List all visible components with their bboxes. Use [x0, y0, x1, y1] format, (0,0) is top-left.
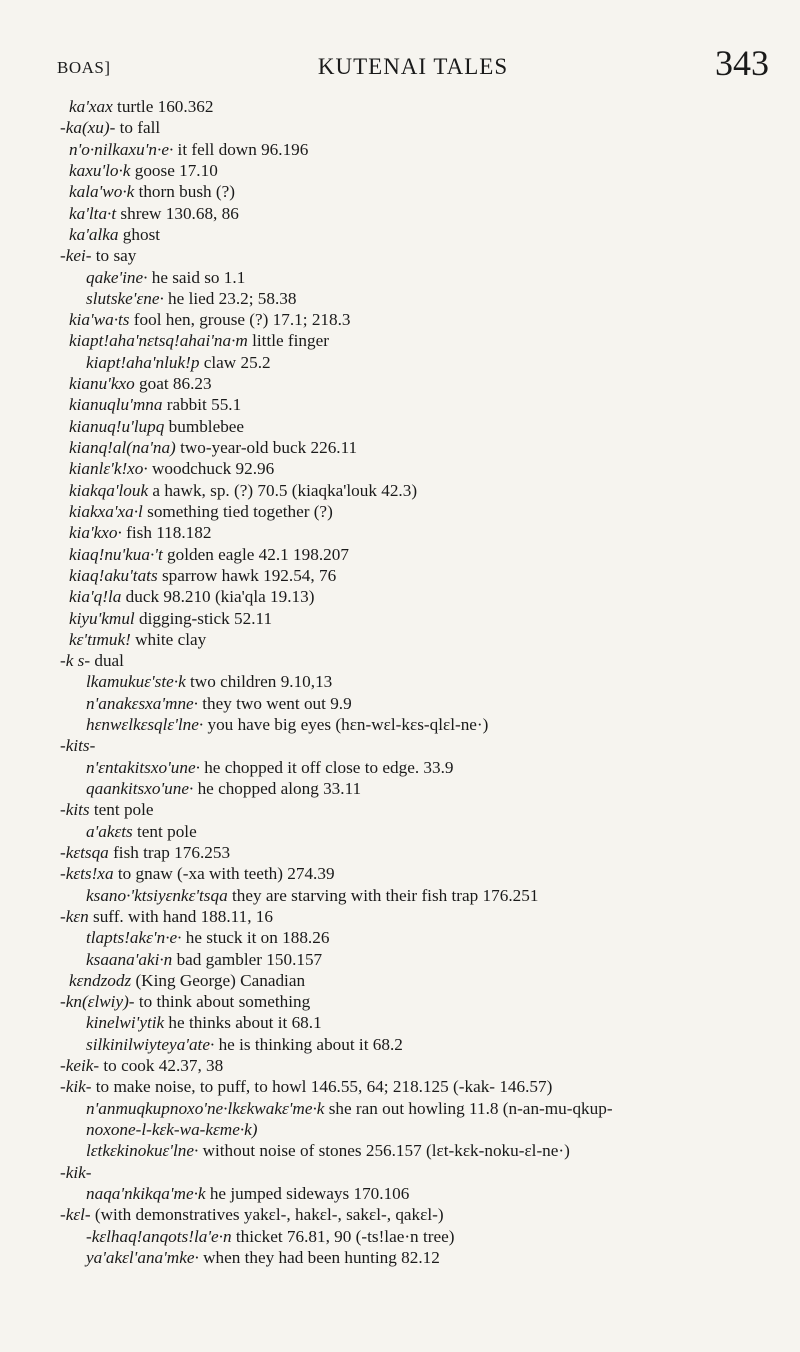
dictionary-entry: [60, 394, 780, 415]
dictionary-entry: [60, 629, 780, 650]
entry-headword: kaxu'lo·k: [69, 160, 131, 180]
entry-headword: hɛnwɛlkɛsqlɛ'lne·: [86, 715, 204, 735]
entry-gloss: when they had been hunting 82.12: [198, 1247, 440, 1267]
entry-gloss: tent pole: [132, 821, 197, 841]
dictionary-entry: [60, 565, 780, 586]
entry-gloss: to make noise, to puff, to howl 146.55, 64; 218.125 (-kak- 146.57): [91, 1077, 553, 1097]
entry-gloss: she ran out howling 11.8 (n-an-mu-qkup-: [324, 1098, 613, 1118]
running-head-author: BOAS]: [57, 58, 111, 77]
entry-gloss: digging-stick 52.11: [134, 608, 273, 628]
entry-gloss: he is thinking about it 68.2: [214, 1034, 403, 1054]
page-number: 343: [715, 43, 769, 83]
entry-gloss: woodchuck 92.96: [147, 459, 275, 479]
entry-headword: kiakxa'xa·l: [69, 501, 143, 521]
entry-gloss: rabbit 55.1: [162, 395, 242, 415]
dictionary-entry: [60, 245, 780, 266]
entry-headword: noxone-l-kɛk-wa-kɛme·k): [86, 1120, 258, 1139]
page-header: [57, 42, 769, 88]
dictionary-entry: [60, 1012, 780, 1033]
dictionary-entry: [60, 1247, 780, 1268]
entry-headword: kiapt!aha'nluk!p: [86, 352, 200, 372]
dictionary-entry: [60, 117, 780, 138]
entry-headword: kiaq!nu'kua·'t: [69, 544, 163, 564]
dictionary-entry: [60, 203, 780, 224]
entry-headword: qake'ine·: [86, 267, 148, 287]
entry-gloss: (with demonstratives yakɛl-, hakɛl-, sakɛl-, qakɛl-): [90, 1205, 444, 1225]
entry-gloss: ghost: [118, 224, 161, 244]
entry-headword: n'anakɛsxa'mne·: [86, 693, 198, 713]
dictionary-entry: [60, 906, 780, 927]
dictionary-entry: [60, 735, 780, 756]
entry-gloss: he chopped along 33.11: [193, 779, 362, 798]
entry-gloss: bumblebee: [164, 416, 245, 436]
dictionary-entries: [60, 96, 780, 1268]
entry-headword: naqa'nkikqa'me·k: [86, 1183, 206, 1203]
running-head-title: KUTENAI TALES: [317, 54, 509, 79]
entry-headword: lkamukuɛ'ste·k: [86, 672, 186, 692]
entry-gloss: shrew 130.68, 86: [116, 203, 239, 223]
dictionary-entry: [60, 1162, 780, 1183]
dictionary-entry: [60, 96, 780, 117]
dictionary-entry: [60, 1076, 780, 1097]
entry-headword: kia'q!la: [69, 587, 122, 607]
entry-gloss: fish 118.182: [121, 523, 212, 543]
entry-gloss: he lied 23.2; 58.38: [163, 288, 297, 308]
dictionary-entry: [60, 842, 780, 863]
entry-gloss: goat 86.23: [134, 374, 212, 394]
entry-headword: -kik-: [60, 1077, 92, 1097]
dictionary-entry: [60, 949, 780, 970]
entry-gloss: fish trap 176.253: [108, 842, 231, 862]
entry-gloss: to say: [91, 246, 137, 266]
entry-headword: kiapt!aha'nɛtsq!ahai'na·m: [69, 331, 248, 351]
dictionary-entry: [60, 522, 780, 543]
entry-headword: -keik-: [60, 1056, 100, 1076]
dictionary-entry: [60, 309, 780, 330]
entry-headword: kiyu'kmul: [69, 608, 135, 628]
entry-gloss: golden eagle 42.1 198.207: [162, 544, 349, 564]
entry-headword: kianu'kxo: [69, 374, 135, 394]
entry-gloss: tent pole: [89, 800, 154, 820]
entry-headword: slutske'ɛne·: [86, 288, 164, 308]
entry-headword: kiakqa'louk: [69, 480, 149, 500]
entry-headword: ya'akɛl'ana'mke·: [86, 1247, 199, 1267]
dictionary-entry: [60, 1119, 780, 1140]
entry-headword: a'akɛts: [86, 821, 133, 841]
entry-headword: -kei-: [60, 246, 92, 266]
entry-gloss: little finger: [247, 331, 329, 351]
dictionary-entry: [60, 330, 780, 351]
dictionary-entry: [60, 608, 780, 629]
dictionary-entry: [60, 416, 780, 437]
entry-gloss: a hawk, sp. (?) 70.5 (kiaqka'louk 42.3): [148, 480, 418, 500]
dictionary-entry: [60, 501, 780, 522]
entry-headword: ka'alka: [69, 224, 119, 244]
dictionary-entry: [60, 671, 780, 692]
dictionary-entry: [60, 437, 780, 458]
entry-headword: ka'lta·t: [69, 203, 117, 223]
dictionary-entry: [60, 1183, 780, 1204]
dictionary-entry: [60, 693, 780, 714]
dictionary-entry: [60, 650, 780, 671]
dictionary-entry: [60, 1034, 780, 1055]
entry-headword: -kits: [60, 800, 90, 820]
dictionary-entry: [60, 1226, 780, 1247]
entry-gloss: duck 98.210 (kia'qla 19.13): [121, 587, 315, 607]
entry-gloss: fool hen, grouse (?) 17.1; 218.3: [129, 310, 351, 330]
entry-gloss: goose 17.10: [130, 160, 218, 180]
entry-headword: kala'wo·k: [69, 182, 135, 202]
dictionary-entry: [60, 181, 780, 202]
entry-gloss: thorn bush (?): [134, 182, 235, 202]
entry-headword: n'ɛntakitsxo'une·: [86, 757, 200, 777]
entry-gloss: to cook 42.37, 38: [99, 1056, 224, 1076]
entry-gloss: to fall: [115, 118, 161, 138]
entry-gloss: he jumped sideways 170.106: [205, 1183, 410, 1203]
dictionary-entry: [60, 927, 780, 948]
entry-headword: kiaq!aku'tats: [69, 565, 158, 585]
entry-gloss: (King George) Canadian: [131, 970, 306, 990]
entry-gloss: thicket 76.81, 90 (-ts!lae·n tree): [231, 1226, 455, 1246]
entry-headword: kianlɛ'k!xo·: [69, 459, 148, 479]
entry-gloss: white clay: [130, 629, 207, 649]
entry-headword: kianuq!u'lupq: [69, 416, 165, 436]
dictionary-entry: [60, 139, 780, 160]
entry-gloss: dual: [90, 651, 124, 671]
entry-gloss: you have big eyes (hɛn-wɛl-kɛs-qlɛl-ne·): [203, 715, 489, 735]
entry-headword: -kits-: [60, 736, 96, 756]
entry-gloss: they two went out 9.9: [197, 693, 352, 713]
entry-gloss: without noise of stones 256.157 (lɛt-kɛk-noku-ɛl-ne·): [198, 1141, 570, 1161]
entry-headword: -kɛl-: [60, 1205, 91, 1225]
dictionary-entry: [60, 821, 780, 842]
dictionary-entry: [60, 778, 780, 799]
dictionary-entry: [60, 352, 780, 373]
entry-headword: kianuqlu'mna: [69, 395, 163, 415]
entry-gloss: to think about something: [134, 992, 311, 1012]
dictionary-entry: [60, 1098, 780, 1119]
dictionary-entry: [60, 480, 780, 501]
entry-headword: n'anmuqkupnoxo'ne·lkɛkwakɛ'me·k: [86, 1098, 325, 1118]
dictionary-entry: [60, 1204, 780, 1225]
dictionary-entry: [60, 267, 780, 288]
entry-headword: ka'xax: [69, 97, 113, 116]
entry-gloss: bad gambler 150.157: [172, 949, 323, 969]
entry-headword: -kɛn: [60, 906, 89, 926]
entry-headword: -kɛts!xa: [60, 864, 114, 884]
dictionary-entry: [60, 885, 780, 906]
dictionary-entry: [60, 224, 780, 245]
entry-headword: ksaana'aki·n: [86, 949, 173, 969]
entry-headword: -ka(xu)-: [60, 118, 116, 138]
entry-headword: -k s-: [60, 651, 91, 671]
entry-gloss: he stuck it on 188.26: [181, 928, 330, 948]
entry-gloss: two children 9.10,13: [185, 672, 333, 692]
dictionary-entry: [60, 991, 780, 1012]
dictionary-entry: [60, 373, 780, 394]
dictionary-entry: [60, 863, 780, 884]
entry-gloss: it fell down 96.196: [173, 139, 309, 159]
entry-headword: kɛndzodz: [69, 970, 132, 990]
dictionary-entry: [60, 970, 780, 991]
dictionary-entry: [60, 1140, 780, 1161]
entry-headword: kɛ'tɪmuk!: [69, 629, 131, 649]
dictionary-entry: [60, 458, 780, 479]
entry-gloss: to gnaw (-xa with teeth) 274.39: [113, 864, 335, 884]
dictionary-entry: [60, 799, 780, 820]
dictionary-entry: [60, 288, 780, 309]
entry-headword: silkinilwiyteya'ate·: [86, 1034, 215, 1054]
dictionary-entry: [60, 714, 780, 735]
entry-headword: kianq!al(na'na): [69, 438, 176, 457]
entry-gloss: turtle 160.362: [112, 97, 214, 116]
entry-gloss: he said so 1.1: [147, 267, 246, 287]
dictionary-entry: [60, 544, 780, 565]
entry-gloss: something tied together (?): [142, 501, 333, 521]
entry-gloss: claw 25.2: [199, 352, 271, 372]
entry-gloss: suff. with hand 188.11, 16: [88, 906, 273, 926]
dictionary-entry: [60, 757, 780, 778]
entry-headword: lɛtkɛkinokuɛ'lne·: [86, 1141, 199, 1161]
entry-headword: -kn(ɛlwiy)-: [60, 992, 135, 1012]
entry-gloss: they are starving with their fish trap 176.251: [227, 885, 539, 905]
dictionary-entry: [60, 160, 780, 181]
entry-gloss: he thinks about it 68.1: [164, 1013, 322, 1033]
entry-gloss: two-year-old buck 226.11: [175, 438, 358, 457]
entry-headword: n'o·nilkaxu'n·e·: [69, 139, 174, 159]
entry-headword: -kɛtsqa: [60, 842, 109, 862]
entry-headword: ksano·'ktsiyɛnkɛ'tsqa: [86, 885, 228, 905]
dictionary-entry: [60, 1055, 780, 1076]
entry-headword: kinelwi'ytik: [86, 1013, 165, 1033]
entry-gloss: sparrow hawk 192.54, 76: [157, 565, 337, 585]
entry-headword: -kik-: [60, 1162, 92, 1182]
entry-headword: -kɛlhaq!anqots!la'e·n: [86, 1226, 232, 1246]
entry-headword: tlapts!akɛ'n·e·: [86, 928, 182, 948]
entry-headword: kia'wa·ts: [69, 310, 130, 330]
dictionary-entry: [60, 586, 780, 607]
entry-headword: qaankitsxo'une·: [86, 779, 194, 798]
entry-headword: kia'kxo·: [69, 523, 122, 543]
entry-gloss: he chopped it off close to edge. 33.9: [199, 757, 454, 777]
